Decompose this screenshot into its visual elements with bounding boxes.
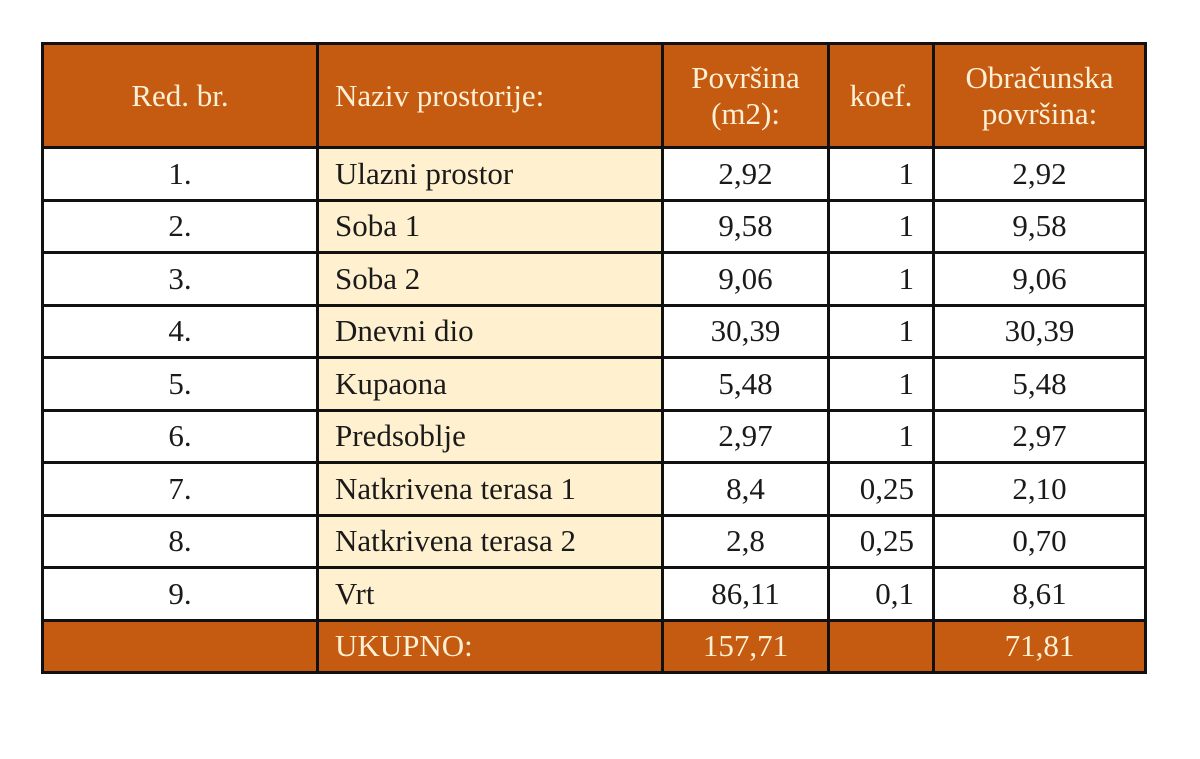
table-row [43, 253, 1146, 306]
cell-coef: 1 [829, 305, 934, 358]
cell-name: Vrt [318, 568, 663, 621]
cell-coef: 1 [829, 148, 934, 201]
cell-calc: 2,97 [934, 410, 1146, 463]
table-row [43, 568, 1146, 621]
total-label: UKUPNO: [318, 620, 663, 672]
cell-area: 2,97 [663, 410, 829, 463]
area-table [41, 42, 1147, 674]
cell-no: 9. [43, 568, 318, 621]
cell-coef: 1 [829, 200, 934, 253]
cell-calc: 30,39 [934, 305, 1146, 358]
total-calc: 71,81 [934, 620, 1146, 672]
cell-area: 5,48 [663, 358, 829, 411]
cell-no: 5. [43, 358, 318, 411]
total-row [43, 620, 1146, 672]
cell-no: 4. [43, 305, 318, 358]
table-row [43, 200, 1146, 253]
table-row [43, 410, 1146, 463]
table-row [43, 305, 1146, 358]
cell-no: 7. [43, 463, 318, 516]
total-empty-cell [43, 620, 318, 672]
cell-no: 8. [43, 515, 318, 568]
cell-no: 1. [43, 148, 318, 201]
cell-calc: 2,10 [934, 463, 1146, 516]
cell-name: Soba 2 [318, 253, 663, 306]
cell-area: 9,06 [663, 253, 829, 306]
cell-calc: 9,58 [934, 200, 1146, 253]
cell-area: 8,4 [663, 463, 829, 516]
header-naziv: Naziv prostorije: [318, 44, 663, 148]
header-row [43, 44, 1146, 148]
cell-area: 9,58 [663, 200, 829, 253]
cell-coef: 1 [829, 358, 934, 411]
cell-no: 2. [43, 200, 318, 253]
cell-name: Ulazni prostor [318, 148, 663, 201]
cell-name: Predsoblje [318, 410, 663, 463]
total-area: 157,71 [663, 620, 829, 672]
header-obracunska: Obračunska površina: [934, 44, 1146, 148]
total-coef-empty [829, 620, 934, 672]
cell-name: Natkrivena terasa 1 [318, 463, 663, 516]
cell-no: 3. [43, 253, 318, 306]
table-row [43, 148, 1146, 201]
cell-calc: 0,70 [934, 515, 1146, 568]
cell-area: 30,39 [663, 305, 829, 358]
cell-coef: 1 [829, 253, 934, 306]
cell-no: 6. [43, 410, 318, 463]
cell-area: 86,11 [663, 568, 829, 621]
cell-coef: 0,1 [829, 568, 934, 621]
cell-name: Natkrivena terasa 2 [318, 515, 663, 568]
cell-coef: 0,25 [829, 463, 934, 516]
header-koef: koef. [829, 44, 934, 148]
table-row [43, 358, 1146, 411]
cell-calc: 8,61 [934, 568, 1146, 621]
table-row [43, 463, 1146, 516]
cell-area: 2,92 [663, 148, 829, 201]
header-povrsina: Površina (m2): [663, 44, 829, 148]
cell-calc: 5,48 [934, 358, 1146, 411]
cell-area: 2,8 [663, 515, 829, 568]
cell-coef: 0,25 [829, 515, 934, 568]
cell-calc: 2,92 [934, 148, 1146, 201]
cell-name: Soba 1 [318, 200, 663, 253]
header-red-br: Red. br. [43, 44, 318, 148]
table-row [43, 515, 1146, 568]
cell-calc: 9,06 [934, 253, 1146, 306]
cell-name: Dnevni dio [318, 305, 663, 358]
cell-name: Kupaona [318, 358, 663, 411]
cell-coef: 1 [829, 410, 934, 463]
